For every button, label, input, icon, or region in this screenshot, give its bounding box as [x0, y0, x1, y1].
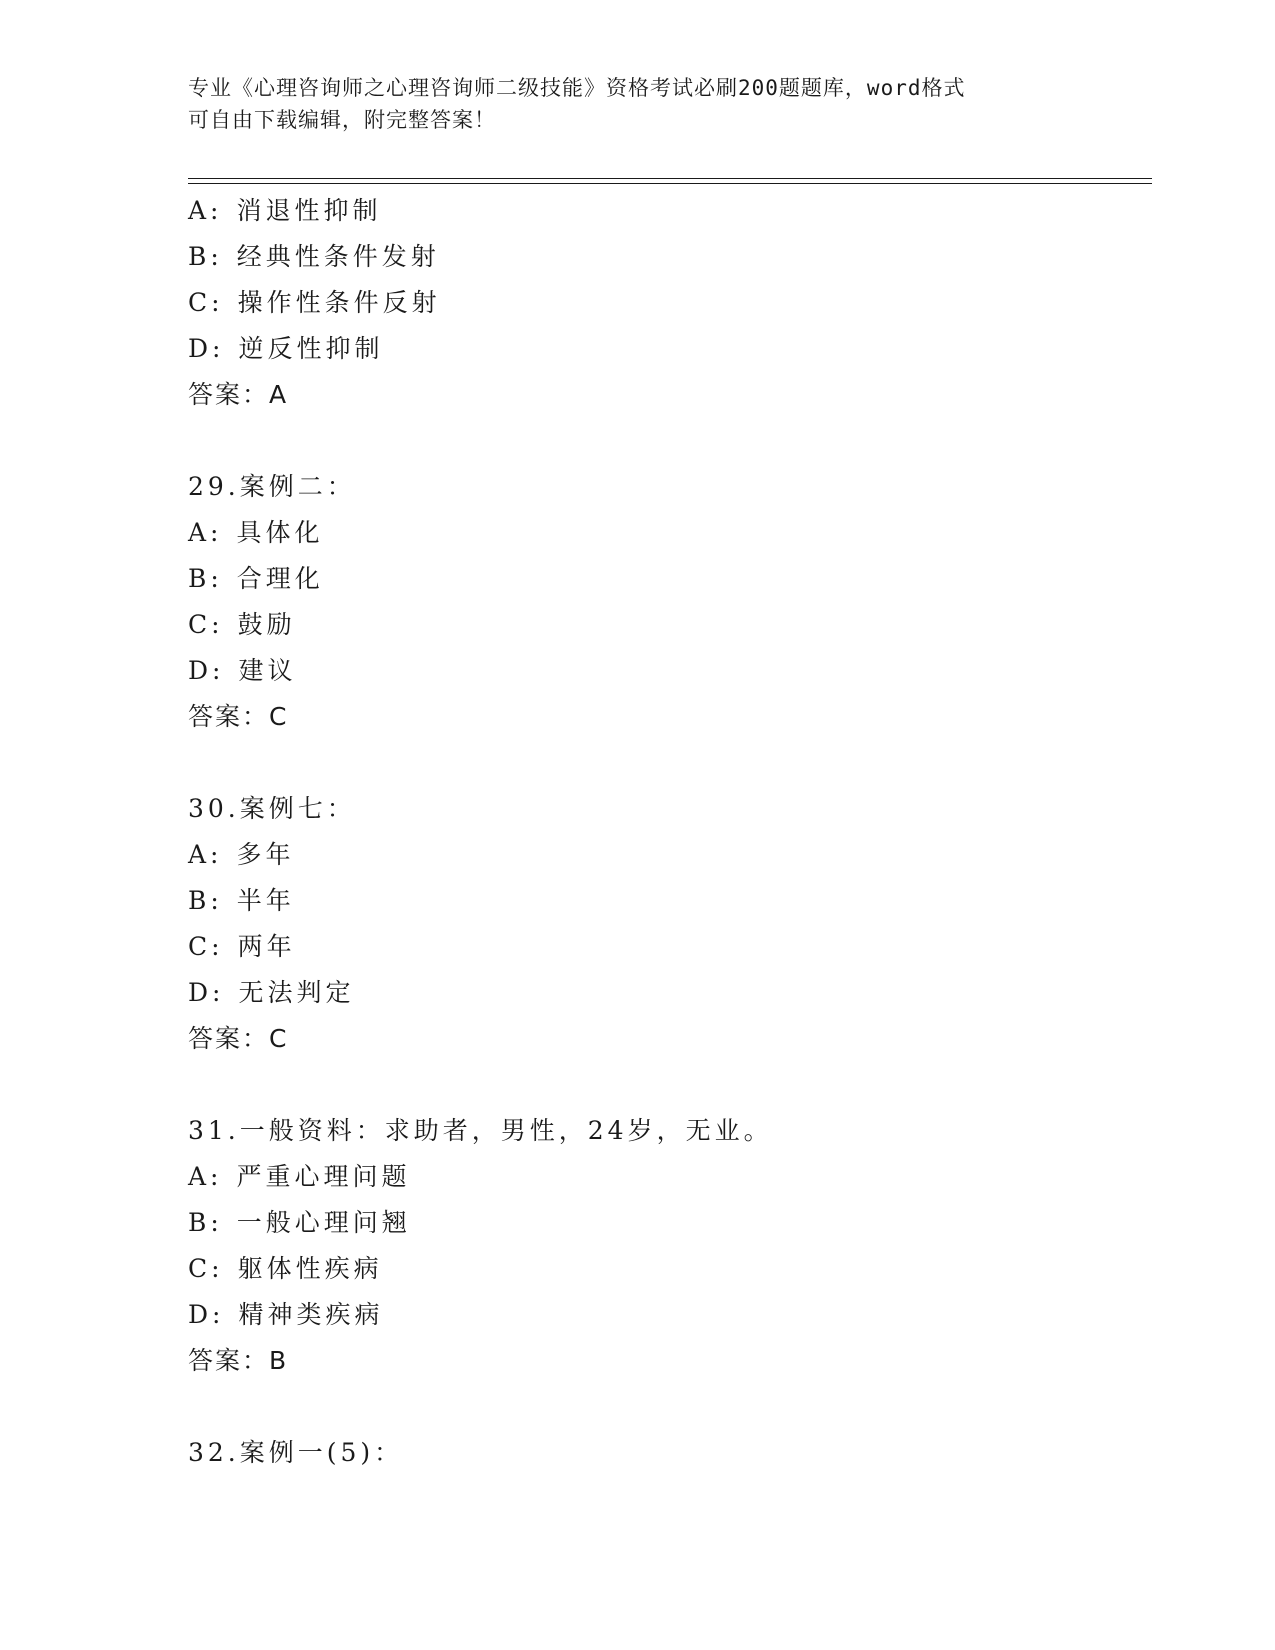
option-b: B: 经典性条件发射 — [188, 242, 440, 271]
answer-line: 答案：C — [188, 1024, 289, 1053]
question-block-32 — [188, 1430, 1148, 1476]
question-list — [188, 188, 1148, 1476]
question-block-continued — [188, 188, 1148, 418]
option-d: D: 无法判定 — [188, 978, 355, 1007]
document-header — [188, 72, 1088, 136]
option-a: A: 多年 — [188, 840, 295, 869]
answer-line: 答案：C — [188, 702, 289, 731]
header-divider-bottom — [188, 183, 1152, 184]
option-b: B: 合理化 — [188, 564, 324, 593]
answer-line: 答案：B — [188, 1346, 289, 1375]
option-b: B: 一般心理问翘 — [188, 1208, 411, 1237]
question-title: 29.案例二： — [188, 472, 356, 501]
question-block-31 — [188, 1108, 1148, 1384]
option-d: D: 逆反性抑制 — [188, 334, 384, 363]
option-b: B: 半年 — [188, 886, 295, 915]
option-c: C: 鼓励 — [188, 610, 296, 639]
question-title: 30.案例七： — [188, 794, 356, 823]
option-c: C: 两年 — [188, 932, 296, 961]
option-c: C: 操作性条件反射 — [188, 288, 441, 317]
header-divider-top — [188, 178, 1152, 179]
header-line-2: 可自由下载编辑，附完整答案！ — [188, 108, 496, 132]
question-title: 31.一般资料：求助者，男性，24岁，无业。 — [188, 1116, 773, 1145]
option-d: D: 精神类疾病 — [188, 1300, 384, 1329]
option-a: A: 严重心理问题 — [188, 1162, 411, 1191]
question-block-30 — [188, 786, 1148, 1062]
answer-line: 答案：A — [188, 380, 289, 409]
question-title: 32.案例一(5)： — [188, 1438, 404, 1467]
option-d: D: 建议 — [188, 656, 297, 685]
header-line-1: 专业《心理咨询师之心理咨询师二级技能》资格考试必刷200题题库，word格式 — [188, 76, 966, 100]
option-a: A: 消退性抑制 — [188, 196, 382, 225]
question-block-29 — [188, 464, 1148, 740]
option-a: A: 具体化 — [188, 518, 324, 547]
option-c: C: 躯体性疾病 — [188, 1254, 383, 1283]
